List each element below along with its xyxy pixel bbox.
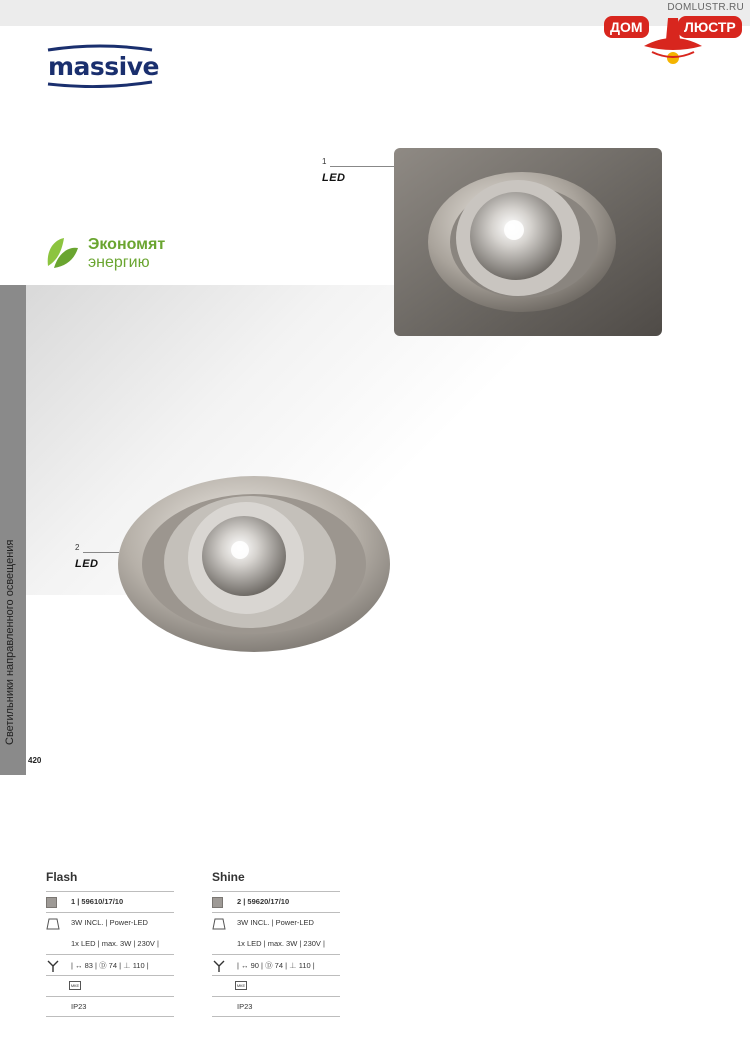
color-swatch-icon bbox=[212, 897, 223, 908]
led-spec: 1x LED | max. 3W | 230V | bbox=[71, 939, 159, 948]
logo-text: massive bbox=[48, 52, 160, 81]
led-tag-2: LED bbox=[75, 558, 99, 570]
ip-rating: IP23 bbox=[237, 1002, 253, 1011]
page-number: 420 bbox=[28, 756, 42, 765]
dimensions-icon bbox=[46, 959, 60, 973]
product-flash bbox=[46, 870, 174, 1017]
leaf-icon bbox=[44, 232, 80, 270]
bulb-spec: 3W INCL. | Power-LED bbox=[71, 918, 148, 927]
dealer-url: DOMLUSTR.RU bbox=[667, 2, 744, 13]
led-spec: 1x LED | max. 3W | 230V | bbox=[237, 939, 325, 948]
bulb-icon bbox=[46, 917, 60, 931]
dealer-word-left: ДОМ bbox=[604, 16, 649, 38]
product-name: Flash bbox=[46, 870, 78, 884]
product-code: 2 | 59620/17/10 bbox=[237, 897, 290, 906]
color-swatch-icon bbox=[46, 897, 57, 908]
spec-row-dimensions bbox=[46, 954, 174, 975]
product-code: 1 | 59610/17/10 bbox=[71, 897, 124, 906]
dimensions-spec: | ↔ 90 | Ⓓ 74 | ⊥ 110 | bbox=[237, 961, 315, 970]
led-tag-1: LED bbox=[322, 172, 346, 184]
massive-logo bbox=[44, 44, 160, 88]
square-downlight-photo bbox=[392, 146, 664, 338]
spec-row-install bbox=[46, 975, 174, 996]
dealer-logo bbox=[596, 0, 750, 70]
spec-row-bulb bbox=[212, 912, 340, 954]
eco-line-2: энергию bbox=[88, 254, 150, 271]
sidebar-category-label: Светильники направленного освещения bbox=[4, 539, 16, 745]
dealer-word-right: ЛЮСТР bbox=[678, 16, 742, 38]
install-badge: МКЕ bbox=[236, 983, 246, 988]
spec-row-code bbox=[212, 891, 340, 912]
bulb-icon bbox=[212, 917, 226, 931]
ip-rating: IP23 bbox=[71, 1002, 87, 1011]
callout-number-1: 1 bbox=[322, 157, 327, 166]
callout-line-2 bbox=[83, 552, 119, 553]
dimensions-spec: | ↔ 83 | Ⓓ 74 | ⊥ 110 | bbox=[71, 961, 149, 970]
callout-line-1 bbox=[330, 166, 394, 167]
dimensions-icon bbox=[212, 959, 226, 973]
spec-row-code bbox=[46, 891, 174, 912]
product-name: Shine bbox=[212, 870, 245, 884]
product-shine bbox=[212, 870, 340, 1017]
install-badge: МКЕ bbox=[70, 983, 80, 988]
spec-row-ip bbox=[46, 996, 174, 1017]
spec-row-bulb bbox=[46, 912, 174, 954]
round-downlight-photo bbox=[116, 474, 392, 654]
spec-row-install bbox=[212, 975, 340, 996]
spec-row-dimensions bbox=[212, 954, 340, 975]
callout-number-2: 2 bbox=[75, 543, 80, 552]
spec-row-ip bbox=[212, 996, 340, 1017]
eco-line-1: Экономят bbox=[88, 236, 166, 253]
bulb-spec: 3W INCL. | Power-LED bbox=[237, 918, 314, 927]
